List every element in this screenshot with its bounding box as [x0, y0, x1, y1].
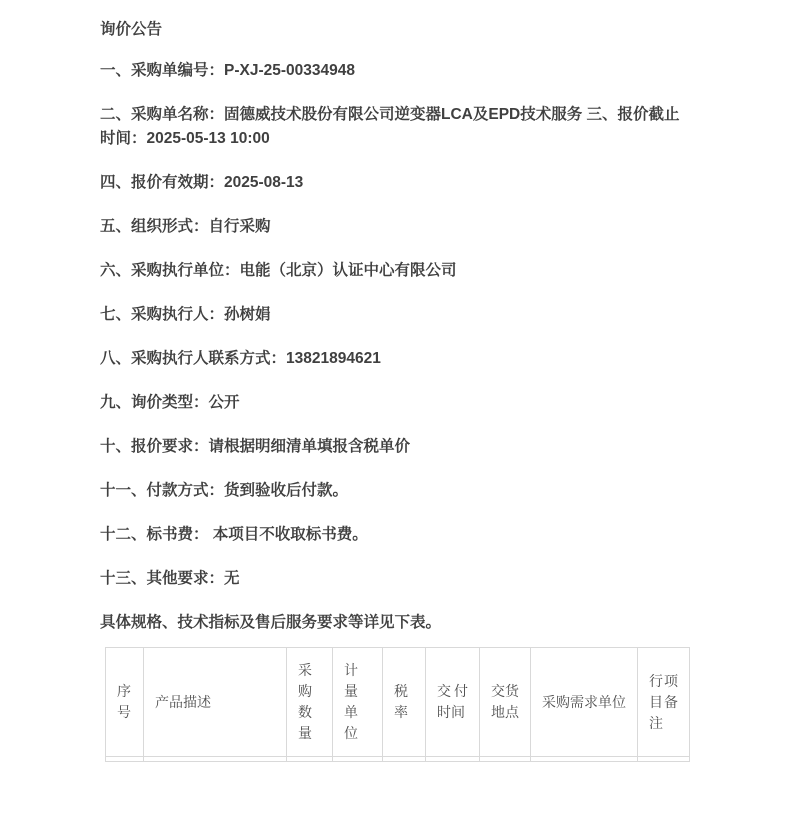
- item-executor: 七、采购执行人：孙树娟: [100, 306, 271, 323]
- col-header-delivery-place: 交货地点: [480, 648, 531, 757]
- document-title: 询价公告: [100, 21, 163, 38]
- empty-cell: [383, 757, 426, 762]
- col-header-tax-rate: 税率: [383, 648, 426, 757]
- spec-table-header-row: [106, 648, 690, 757]
- col-header-purchase-quantity: 采购数量: [287, 648, 333, 757]
- item-other-requirements: 十三、其他要求：无: [100, 570, 240, 587]
- item-bid-document-fee: 十二、标书费： 本项目不收取标书费。: [100, 526, 368, 543]
- empty-cell: [287, 757, 333, 762]
- empty-cell: [638, 757, 690, 762]
- col-header-delivery-time: 交付时间: [426, 648, 480, 757]
- item-quote-requirements: 十、报价要求：请根据明细清单填报含税单价: [100, 438, 411, 455]
- col-header-line-item-remark: 行项目备注: [638, 648, 690, 757]
- item-inquiry-type: 九、询价类型：公开: [100, 394, 240, 411]
- item-executor-contact: 八、采购执行人联系方式：13821894621: [100, 350, 381, 367]
- item-purchase-order-name-and-deadline: 二、采购单名称：固德威技术股份有限公司逆变器LCA及EPD技术服务 三、报价截止时间：2025-05-13 10:00: [100, 106, 680, 147]
- item-organization-form: 五、组织形式：自行采购: [100, 218, 271, 235]
- empty-cell: [531, 757, 638, 762]
- item-purchase-order-no: 一、采购单编号：P-XJ-25-00334948: [100, 62, 355, 79]
- spec-table: [105, 647, 690, 762]
- empty-cell: [480, 757, 531, 762]
- empty-cell: [333, 757, 383, 762]
- item-executing-unit: 六、采购执行单位：电能（北京）认证中心有限公司: [100, 262, 457, 279]
- spec-note: 具体规格、技术指标及售后服务要求等详见下表。: [100, 614, 442, 631]
- col-header-unit-of-measure: 计量单位: [333, 648, 383, 757]
- item-quote-validity: 四、报价有效期：2025-08-13: [100, 174, 304, 191]
- col-header-requesting-unit: 采购需求单位: [531, 648, 638, 757]
- col-header-serial-number: 序号: [106, 648, 144, 757]
- empty-cell: [106, 757, 144, 762]
- empty-cell: [144, 757, 287, 762]
- item-payment-terms: 十一、付款方式：货到验收后付款。: [100, 482, 349, 499]
- col-header-product-description: 产品描述: [144, 648, 287, 757]
- spec-table-empty-row: [106, 757, 690, 762]
- empty-cell: [426, 757, 480, 762]
